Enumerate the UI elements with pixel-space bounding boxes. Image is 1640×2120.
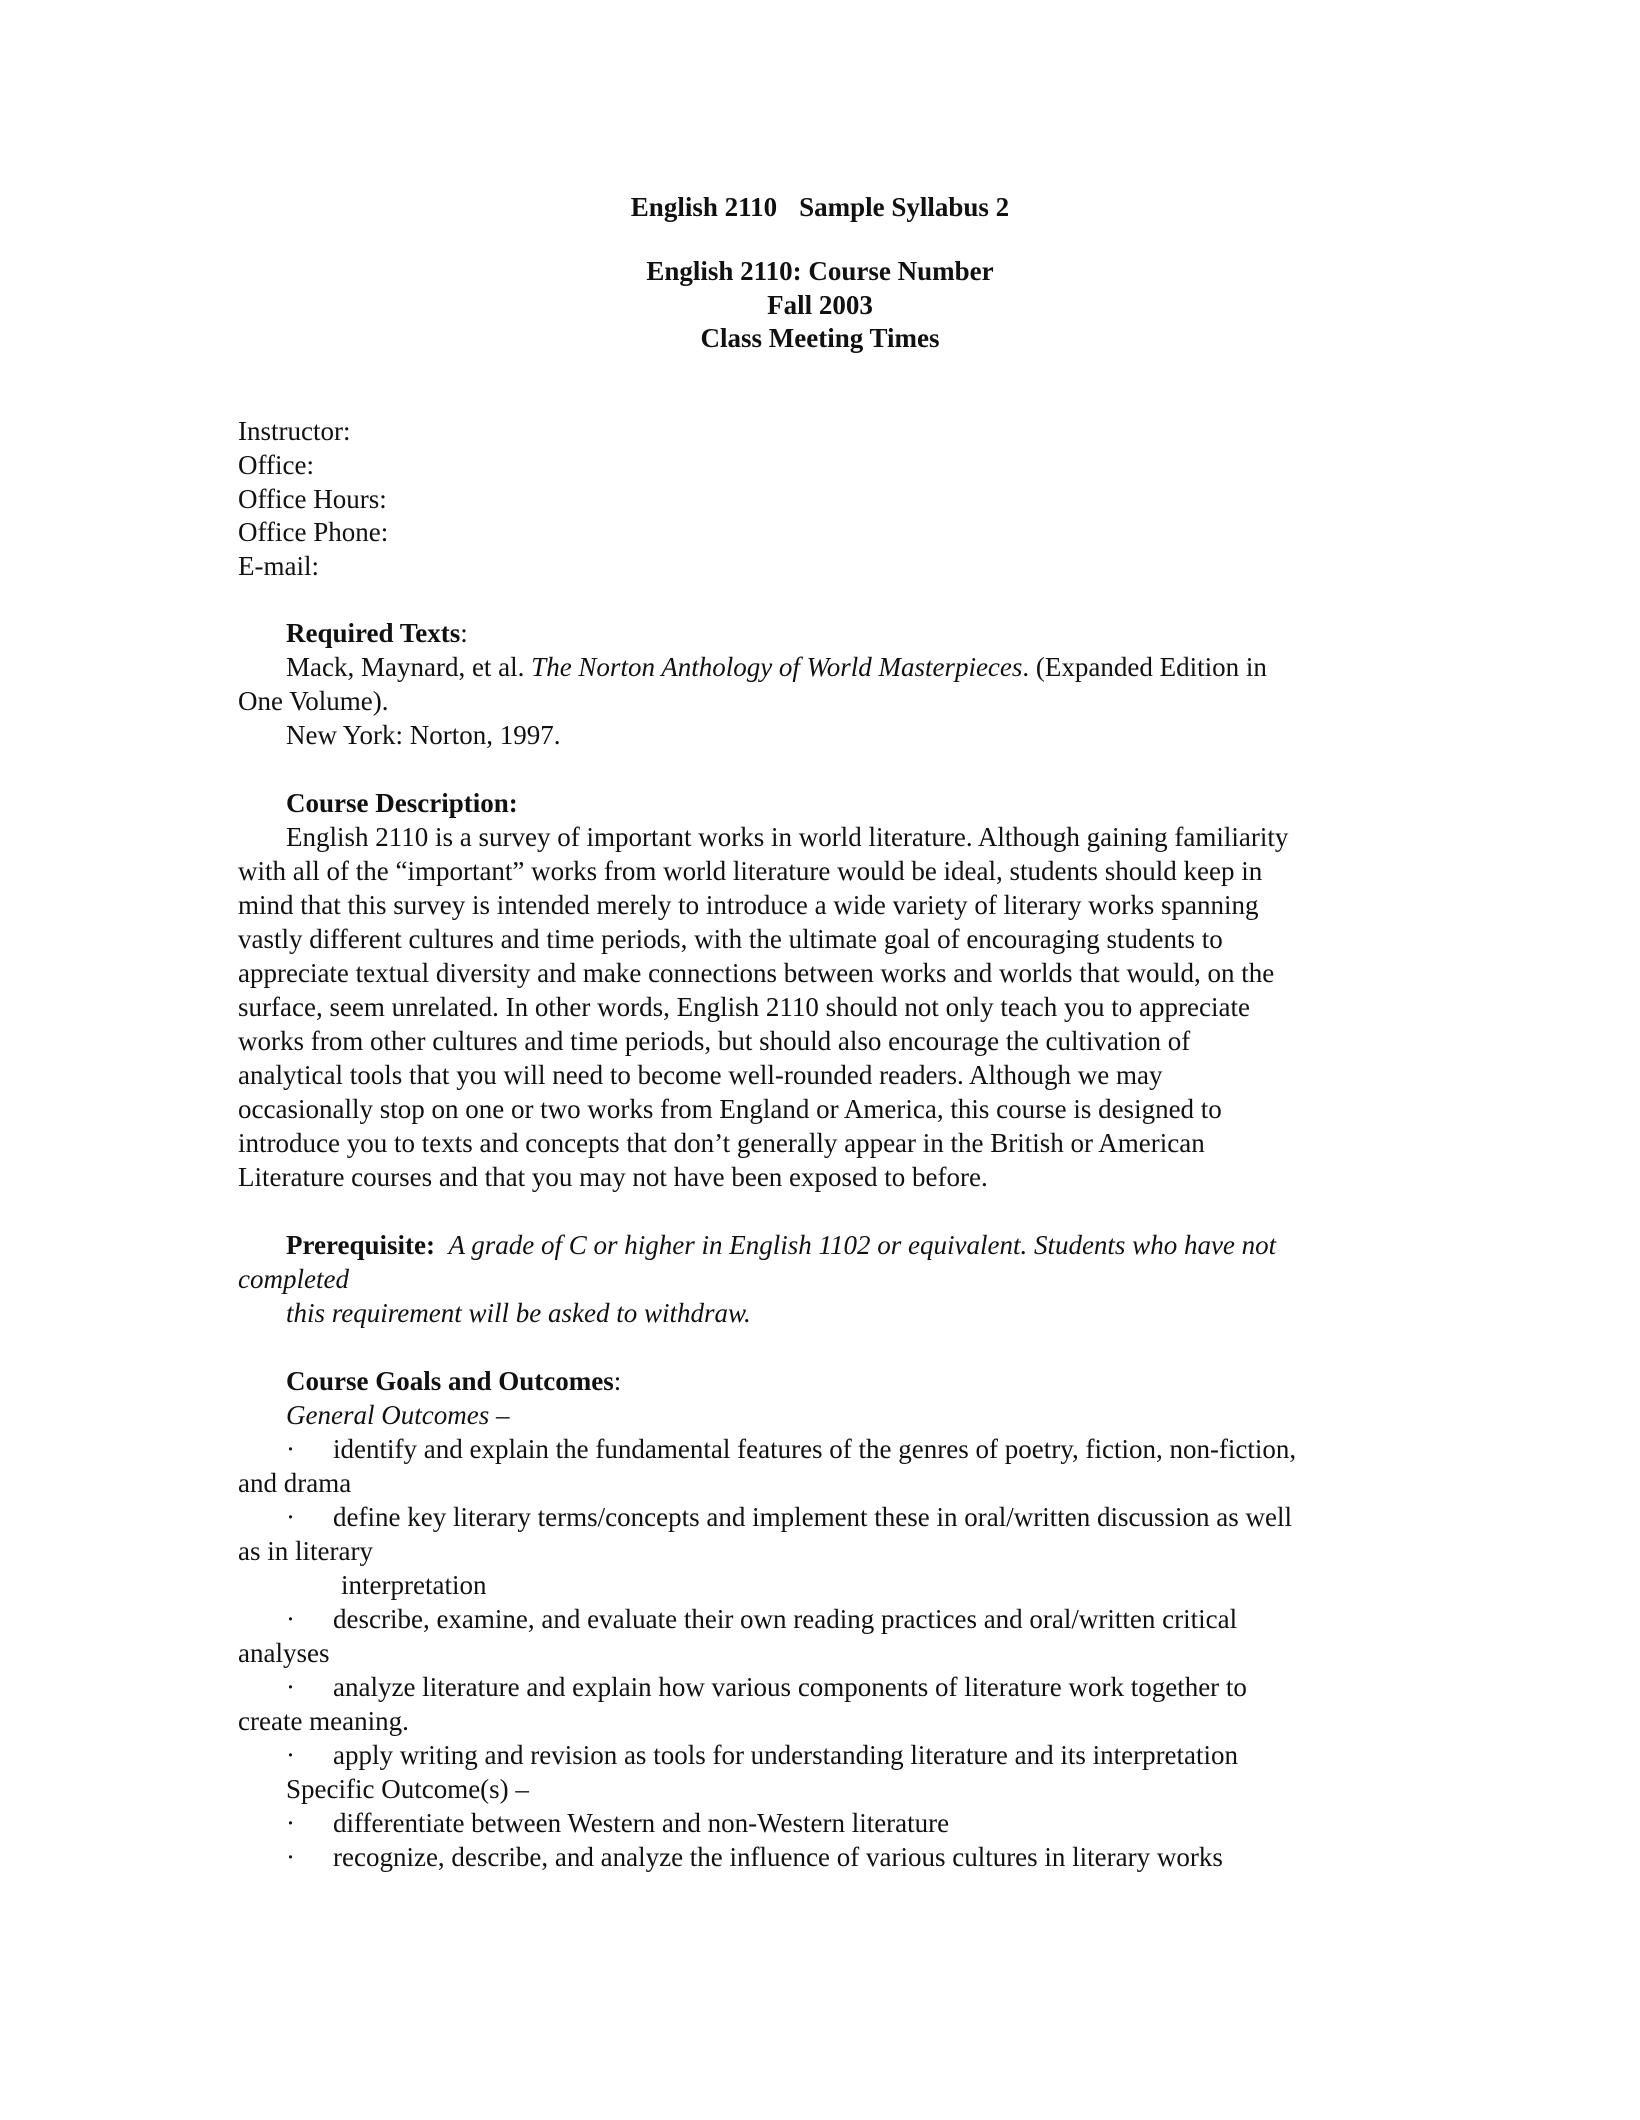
list-item-continued: interpretation — [341, 1570, 487, 1600]
description-line: surface, seem unrelated. In other words, English 2110 should not only teach you to appreciate — [238, 992, 1250, 1022]
required-texts-edition: One Volume). — [238, 686, 389, 716]
description-line: analytical tools that you will need to become well-rounded readers. Although we may — [238, 1060, 1163, 1090]
list-item-continued: create meaning. — [238, 1706, 409, 1736]
course-description-heading: Course Description: — [286, 788, 518, 818]
description-line: mind that this survey is intended merely to introduce a wide variety of literary works spanning — [238, 890, 1259, 920]
list-item: define key literary terms/concepts and implement these in oral/written discussion as well — [333, 1502, 1292, 1532]
list-item: describe, examine, and evaluate their own reading practices and oral/written critical — [333, 1604, 1238, 1634]
list-item: apply writing and revision as tools for understanding literature and its interpretation — [333, 1740, 1239, 1770]
list-item-continued: and drama — [238, 1468, 352, 1498]
office-field: Office: — [238, 450, 314, 480]
required-texts-publisher: New York: Norton, 1997. — [286, 720, 561, 750]
bullet-icon: · — [286, 1672, 295, 1702]
required-texts-citation: Mack, Maynard, et al. The Norton Anthology of World Masterpieces. (Expanded Edition in — [286, 652, 1267, 682]
prerequisite-heading: Prerequisite: — [286, 1230, 435, 1260]
bullet-icon: · — [286, 1434, 295, 1464]
required-texts-heading: Required Texts: — [286, 618, 468, 648]
office-phone-field: Office Phone: — [238, 517, 389, 547]
bullet-icon: · — [286, 1808, 295, 1838]
goals-heading: Course Goals and Outcomes: — [286, 1366, 622, 1396]
email-field: E-mail: — [238, 551, 319, 581]
description-line: works from other cultures and time periods, but should also encourage the cultivation of — [238, 1026, 1191, 1056]
description-line: Literature courses and that you may not have been exposed to before. — [238, 1162, 988, 1192]
document-title — [0, 190, 1640, 224]
bullet-icon: · — [286, 1502, 295, 1532]
list-item: recognize, describe, and analyze the influence of various cultures in literary works — [333, 1842, 1223, 1872]
prerequisite-line: this requirement will be asked to withdraw. — [286, 1298, 751, 1328]
title-sample: Sample Syllabus 2 — [799, 192, 1010, 222]
list-item: identify and explain the fundamental features of the genres of poetry, fiction, non-fiction, — [333, 1434, 1297, 1464]
prerequisite-line: Prerequisite: A grade of C or higher in English 1102 or equivalent. Students who have not — [286, 1230, 1277, 1260]
book-title: The Norton Anthology of World Masterpieces — [531, 652, 1023, 682]
instructor-field: Instructor: — [238, 416, 351, 446]
bullet-icon: · — [286, 1740, 295, 1770]
specific-outcomes-label: Specific Outcome(s) – — [286, 1774, 529, 1804]
office-hours-field: Office Hours: — [238, 484, 387, 514]
term-line: Fall 2003 — [767, 290, 873, 320]
general-outcomes-label: General Outcomes – — [286, 1400, 510, 1430]
list-item: analyze literature and explain how various components of literature work together to — [333, 1672, 1247, 1702]
bullet-icon: · — [286, 1604, 295, 1634]
description-line: occasionally stop on one or two works from England or America, this course is designed to — [238, 1094, 1222, 1124]
description-line: introduce you to texts and concepts that don’t generally appear in the British or American — [238, 1128, 1205, 1158]
description-line: English 2110 is a survey of important works in world literature. Although gaining familiarity — [286, 822, 1289, 852]
description-line: appreciate textual diversity and make connections between works and worlds that would, on the — [238, 958, 1275, 988]
bullet-icon: · — [286, 1842, 295, 1872]
description-line: with all of the “important” works from world literature would be ideal, students should keep in — [238, 856, 1263, 886]
course-number-line: English 2110: Course Number — [646, 256, 994, 286]
description-line: vastly different cultures and time periods, with the ultimate goal of encouraging students to — [238, 924, 1223, 954]
title-course: English 2110 — [630, 192, 778, 222]
list-item: differentiate between Western and non-Western literature — [333, 1808, 950, 1838]
meeting-times-line: Class Meeting Times — [700, 323, 940, 353]
list-item-continued: analyses — [238, 1638, 330, 1668]
list-item-continued: as in literary — [238, 1536, 373, 1566]
prerequisite-line: completed — [238, 1264, 349, 1294]
